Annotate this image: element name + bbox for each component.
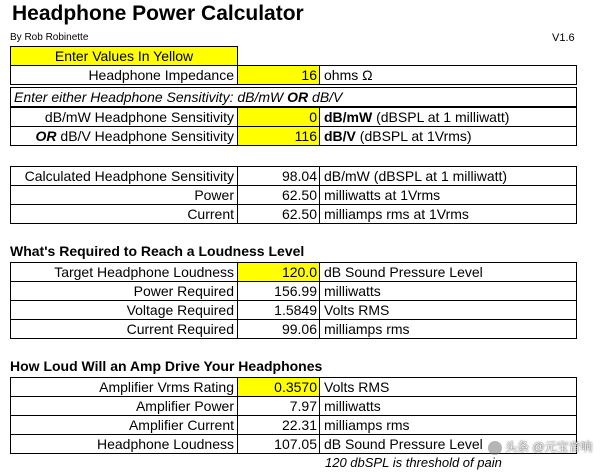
dbmw-sensitivity-unit: dB/mW (dBSPL at 1 milliwatt) (319, 107, 577, 127)
amp-vrms-unit: Volts RMS (319, 377, 577, 397)
dbv-sensitivity-input[interactable]: 116 (237, 126, 320, 146)
power-required-unit: milliwatts (319, 281, 577, 301)
headphone-loudness-value: 107.05 (237, 434, 320, 454)
headphone-loudness-unit: dB Sound Pressure Level (319, 434, 577, 454)
watermark-logo-icon (488, 441, 502, 455)
voltage-required-value: 1.5849 (237, 300, 320, 320)
loudness-heading: What's Required to Reach a Loudness Level (10, 243, 305, 259)
calc-current-label: Current (10, 204, 238, 224)
amp-power-unit: milliwatts (319, 396, 577, 416)
calc-current-unit: milliamps rms at 1Vrms (319, 204, 577, 224)
impedance-input[interactable]: 16 (237, 65, 320, 85)
author-byline: By Rob Robinette (10, 32, 89, 43)
amp-current-label: Amplifier Current (10, 415, 238, 435)
current-required-unit: milliamps rms (319, 319, 577, 339)
instruction-banner: Enter Values In Yellow (10, 46, 238, 66)
voltage-required-label: Voltage Required (10, 300, 238, 320)
amp-current-value: 22.31 (237, 415, 320, 435)
amp-power-label: Amplifier Power (10, 396, 238, 416)
power-required-value: 156.99 (237, 281, 320, 301)
amp-vrms-label: Amplifier Vrms Rating (10, 377, 238, 397)
watermark: 头条 @元宝音响 (488, 438, 593, 455)
calc-sensitivity-label: Calculated Headphone Sensitivity (10, 166, 238, 186)
amp-current-unit: milliamps rms (319, 415, 577, 435)
dbmw-sensitivity-label: dB/mW Headphone Sensitivity (10, 107, 238, 127)
target-loudness-unit: dB Sound Pressure Level (319, 262, 577, 282)
target-loudness-label: Target Headphone Loudness (10, 262, 238, 282)
current-required-value: 99.06 (237, 319, 320, 339)
headphone-loudness-label: Headphone Loudness (10, 434, 238, 454)
current-required-label: Current Required (10, 319, 238, 339)
voltage-required-unit: Volts RMS (319, 300, 577, 320)
calc-power-value: 62.50 (237, 185, 320, 205)
dbmw-sensitivity-input[interactable]: 0 (237, 107, 320, 127)
calc-sensitivity-value: 98.04 (237, 166, 320, 186)
impedance-label: Headphone Impedance (10, 65, 238, 85)
calc-power-label: Power (10, 185, 238, 205)
power-required-label: Power Required (10, 281, 238, 301)
page-title: Headphone Power Calculator (12, 2, 304, 25)
impedance-unit: ohms Ω (319, 65, 577, 85)
amp-power-value: 7.97 (237, 396, 320, 416)
amp-heading: How Loud Will an Amp Drive Your Headphones (10, 358, 323, 374)
sensitivity-instruction: Enter either Headphone Sensitivity: dB/mW OR dB/V (10, 87, 577, 107)
amp-vrms-input[interactable]: 0.3570 (237, 377, 320, 397)
dbv-sensitivity-label: OR dB/V Headphone Sensitivity (10, 126, 238, 146)
calc-power-unit: milliwatts at 1Vrms (319, 185, 577, 205)
version-label: V1.6 (552, 32, 575, 44)
dbv-sensitivity-unit: dB/V (dBSPL at 1Vrms) (319, 126, 577, 146)
target-loudness-input[interactable]: 120.0 (237, 262, 320, 282)
pain-threshold-note: 120 dbSPL is threshold of pain (325, 455, 502, 470)
calc-current-value: 62.50 (237, 204, 320, 224)
calc-sensitivity-unit: dB/mW (dBSPL at 1 milliwatt) (319, 166, 577, 186)
